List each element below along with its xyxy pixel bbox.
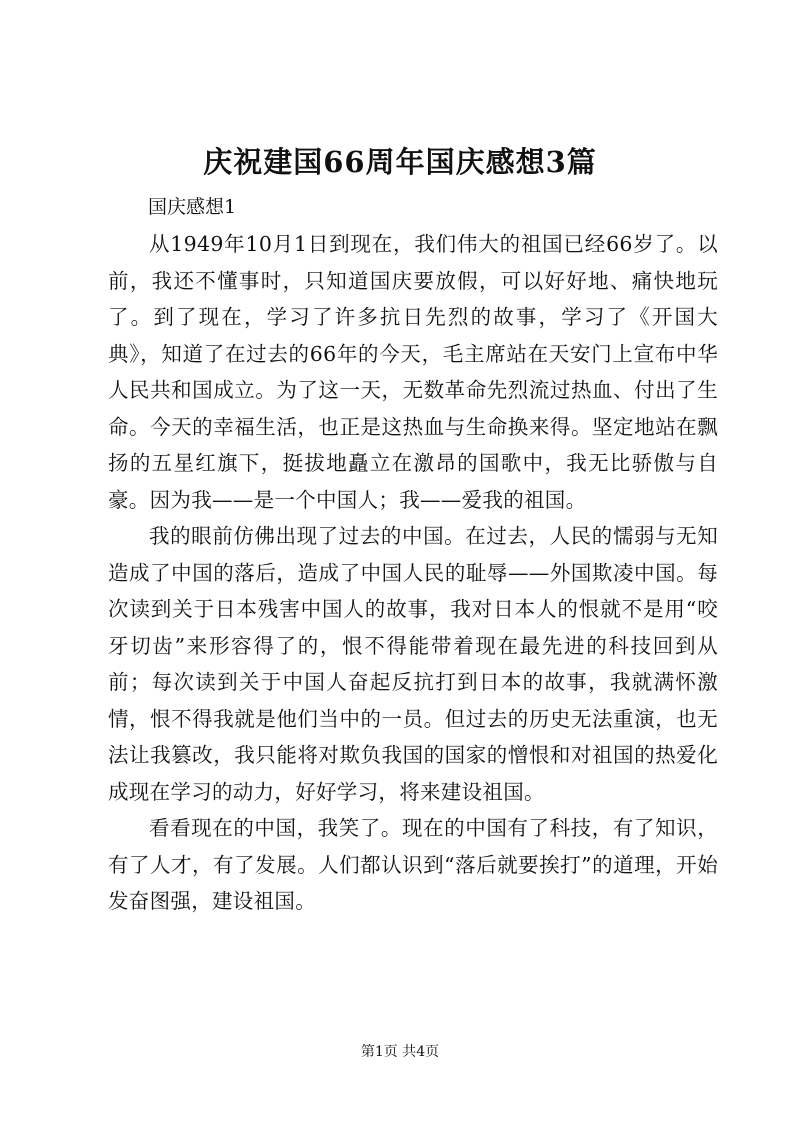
paragraph-2: 我的眼前仿佛出现了过去的中国。在过去，人民的懦弱与无知造成了中国的落后，造成了中国人民的耻辱——外国欺凌中国。每次读到关于日本残害中国人的故事，我对日本人的恨就不是用“咬牙切齿”来形容得了的，恨不得能带着现在最先进的科技回到从前；每次读到关于中国人奋起反抗打到日本的故事，我就满怀激情，恨不得我就是他们当中的一员。但过去的历史无法重演，也无法让我篡改，我只能将对欺负我国的国家的憎恨和对祖国的热爱化成现在学习的动力，好好学习，将来建设祖国。 xyxy=(108,524,718,804)
page-footer: 第1页 共4页 xyxy=(360,1044,440,1060)
document-title: 庆祝建国66周年国庆感想3篇 xyxy=(203,145,597,179)
document-body xyxy=(108,188,718,920)
section-heading: 国庆感想1 xyxy=(148,196,237,218)
paragraph-3: 看看现在的中国，我笑了。现在的中国有了科技，有了知识，有了人才，有了发展。人们都认识到“落后就要挨打”的道理，开始发奋图强，建设祖国。 xyxy=(108,816,718,913)
paragraph-1: 从1949年10月1日到现在，我们伟大的祖国已经66岁了。以前，我还不懂事时，只知道国庆要放假，可以好好地、痛快地玩了。到了现在，学习了许多抗日先烈的故事，学习了《开国大典》，知道了在过去的66年的今天，毛主席站在天安门上宣布中华人民共和国成立。为了这一天，无数革命先烈流过热血、付出了生命。今天的幸福生活，也正是这热血与生命换来得。坚定地站在飘扬的五星红旗下，挺拔地矗立在激昂的国歌中，我无比骄傲与自豪。因为我——是一个中国人；我——爱我的祖国。 xyxy=(108,232,718,512)
